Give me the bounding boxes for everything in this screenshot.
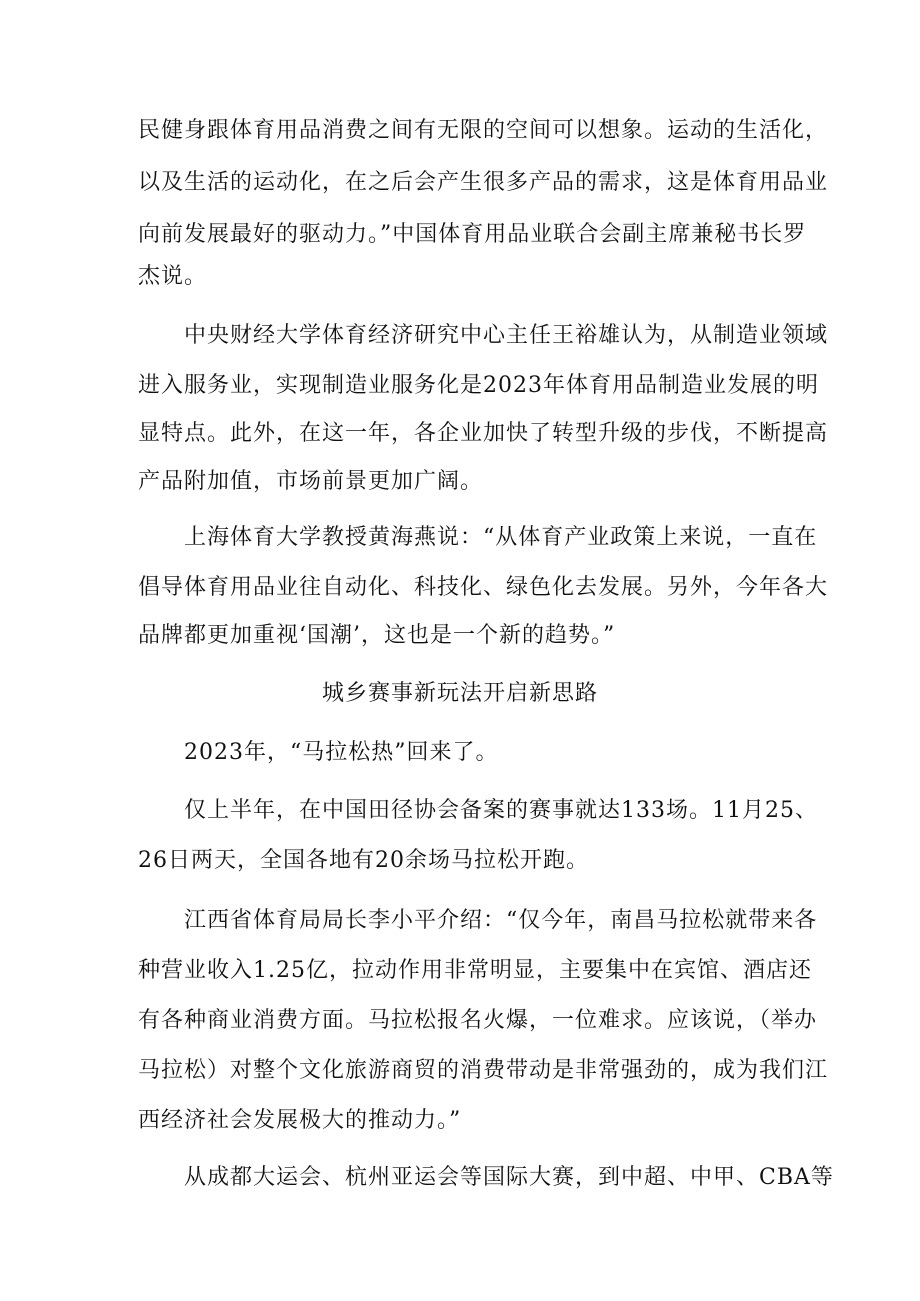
paragraph-line: 西经济社会发展极大的推动力。” — [138, 1108, 462, 1133]
paragraph-line: 进入服务业，实现制造业服务化是2023年体育用品制造业发展的明 — [138, 373, 819, 398]
paragraph-line: 从成都大运会、杭州亚运会等国际大赛，到中超、中甲、CBA等 — [184, 1165, 834, 1190]
paragraph-line: 26日两天，全国各地有20余场马拉松开跑。 — [138, 848, 589, 873]
paragraph-line: 倡导体育用品业往自动化、科技化、绿色化去发展。另外，今年各大 — [138, 575, 829, 600]
paragraph-line: 中央财经大学体育经济研究中心主任王裕雄认为，从制造业领域 — [184, 323, 829, 348]
paragraph-line: 向前发展最好的驱动力。”中国体育用品业联合会副主席兼秘书长罗 — [138, 222, 807, 247]
paragraph-line: 上海体育大学教授黄海燕说：“从体育产业政策上来说，一直在 — [184, 525, 818, 550]
paragraph-line: 品牌都更加重视‘国潮’，这也是一个新的趋势。” — [138, 623, 616, 648]
paragraph-line: 杰说。 — [138, 264, 208, 289]
paragraph-line: 显特点。此外，在这一年，各企业加快了转型升级的步伐，不断提高 — [138, 421, 829, 446]
section-heading: 城乡赛事新玩法开启新思路 — [321, 681, 598, 706]
paragraph-line: 民健身跟体育用品消费之间有无限的空间可以想象。运动的生活化， — [138, 118, 829, 143]
paragraph-line: 马拉松）对整个文化旅游商贸的消费带动是非常强劲的，成为我们江 — [138, 1058, 829, 1083]
paragraph-line: 以及生活的运动化，在之后会产生很多产品的需求，这是体育用品业 — [138, 170, 829, 195]
paragraph-line: 2023年，“马拉松热”回来了。 — [184, 740, 499, 765]
paragraph-line: 产品附加值，市场前景更加广阔。 — [138, 469, 484, 494]
paragraph-line: 有各种商业消费方面。马拉松报名火爆，一位难求。应该说，（举办 — [138, 1008, 818, 1033]
paragraph-line: 江西省体育局局长李小平介绍：“仅今年，南昌马拉松就带来各 — [184, 908, 818, 933]
paragraph-line: 种营业收入1.25亿，拉动作用非常明显，主要集中在宾馆、酒店还 — [138, 958, 812, 983]
paragraph-line: 仅上半年，在中国田径协会备案的赛事就达133场。11月25、 — [184, 798, 818, 823]
